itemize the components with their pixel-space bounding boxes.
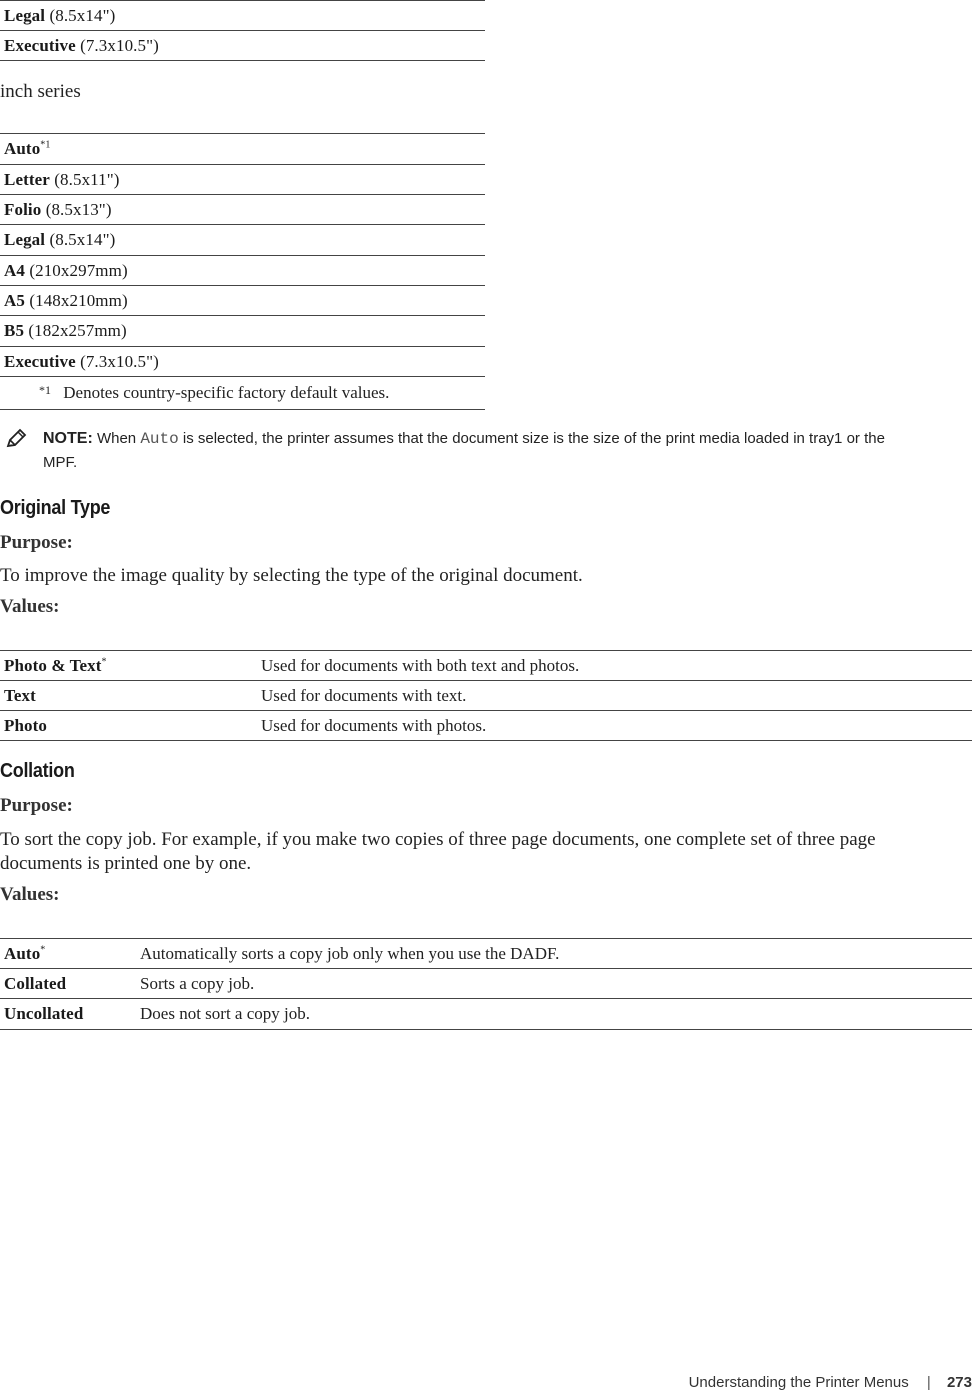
table-cell: A4 (210x297mm): [4, 260, 128, 280]
note-paragraph: NOTE: When Auto is selected, the printer assumes that the document size is the size of the print media loaded in tray1 or the MPF.: [43, 430, 885, 471]
footer-separator: |: [926, 1374, 931, 1391]
note-label: NOTE:: [43, 430, 93, 447]
table-cell: A5 (148x210mm): [4, 290, 128, 310]
table-cell: B5 (182x257mm): [4, 321, 127, 340]
purpose-label: Purpose:: [0, 795, 73, 816]
table-row: [0, 681, 972, 711]
table-row: [0, 347, 485, 377]
note-pencil-icon: [6, 428, 30, 450]
table-cell: Used for documents with text.: [261, 685, 467, 705]
page-footer: [689, 1374, 972, 1391]
purpose-text: To sort the copy job. For example, if you make two copies of three page documents, one complete set of three page documents is printed one by one.: [0, 829, 876, 874]
section-heading-original-type: Original Type: [0, 497, 111, 519]
code-auto: Auto: [140, 430, 179, 448]
footnote-mark: *1: [39, 383, 51, 397]
original-type-values-table: [0, 650, 972, 741]
table-row: [0, 31, 485, 61]
table-cell: Letter (8.5x11"): [4, 169, 120, 189]
table-row: [0, 711, 972, 741]
table-row: [0, 165, 485, 195]
table-footnote-row: [0, 377, 485, 410]
inch-series-table: [0, 133, 485, 410]
paper-size-table-continued: [0, 0, 485, 61]
page-number: 273: [946, 1374, 972, 1391]
footnote-marker: *1: [40, 139, 51, 151]
table-row: [0, 195, 485, 225]
table-cell: Photo & Text*: [4, 655, 107, 675]
purpose-label: Purpose:: [0, 532, 73, 553]
table-row: [0, 134, 485, 165]
values-label: Values:: [0, 596, 60, 617]
table-row: [0, 286, 485, 316]
table-row: [0, 1, 485, 31]
table-row: [0, 969, 972, 999]
section-heading-collation: Collation: [0, 760, 75, 782]
table-cell: Legal (8.5x14"): [4, 230, 116, 249]
table-cell: Executive (7.3x10.5"): [4, 351, 159, 371]
table-row: [0, 939, 972, 969]
table-cell: Photo: [4, 715, 47, 735]
inch-series-label: inch series: [0, 81, 81, 102]
table-cell: Collated: [4, 973, 67, 993]
table-cell: Does not sort a copy job.: [140, 1004, 310, 1023]
table-row: [0, 316, 485, 347]
table-cell: Folio (8.5x13"): [4, 199, 112, 219]
purpose-text: To improve the image quality by selecting the type of the original document.: [0, 565, 583, 586]
table-cell: Auto$^{*1}$: [4, 139, 51, 158]
table-cell: Text: [4, 685, 36, 705]
collation-values-table: [0, 938, 972, 1030]
table-footnote: $^{*1}$ Denotes country-specific factory default values.: [39, 383, 390, 402]
table-row: [0, 225, 485, 256]
table-cell: Used for documents with photos.: [261, 715, 487, 735]
table-row: [0, 651, 972, 681]
table-cell: Executive (7.3x10.5"): [4, 35, 159, 55]
table-cell: Auto*: [4, 943, 46, 963]
footer-section-title: Understanding the Printer Menus: [688, 1374, 909, 1391]
table-row: [0, 256, 485, 286]
table-row: [0, 999, 972, 1030]
table-cell: Legal (8.5x14"): [4, 5, 116, 25]
table-cell: Sorts a copy job.: [140, 973, 255, 993]
table-cell: Used for documents with both text and photos.: [261, 655, 580, 675]
values-label: Values:: [0, 884, 60, 905]
table-cell: Uncollated: [4, 1004, 84, 1023]
table-cell: Automatically sorts a copy job only when you use the DADF.: [140, 943, 560, 963]
